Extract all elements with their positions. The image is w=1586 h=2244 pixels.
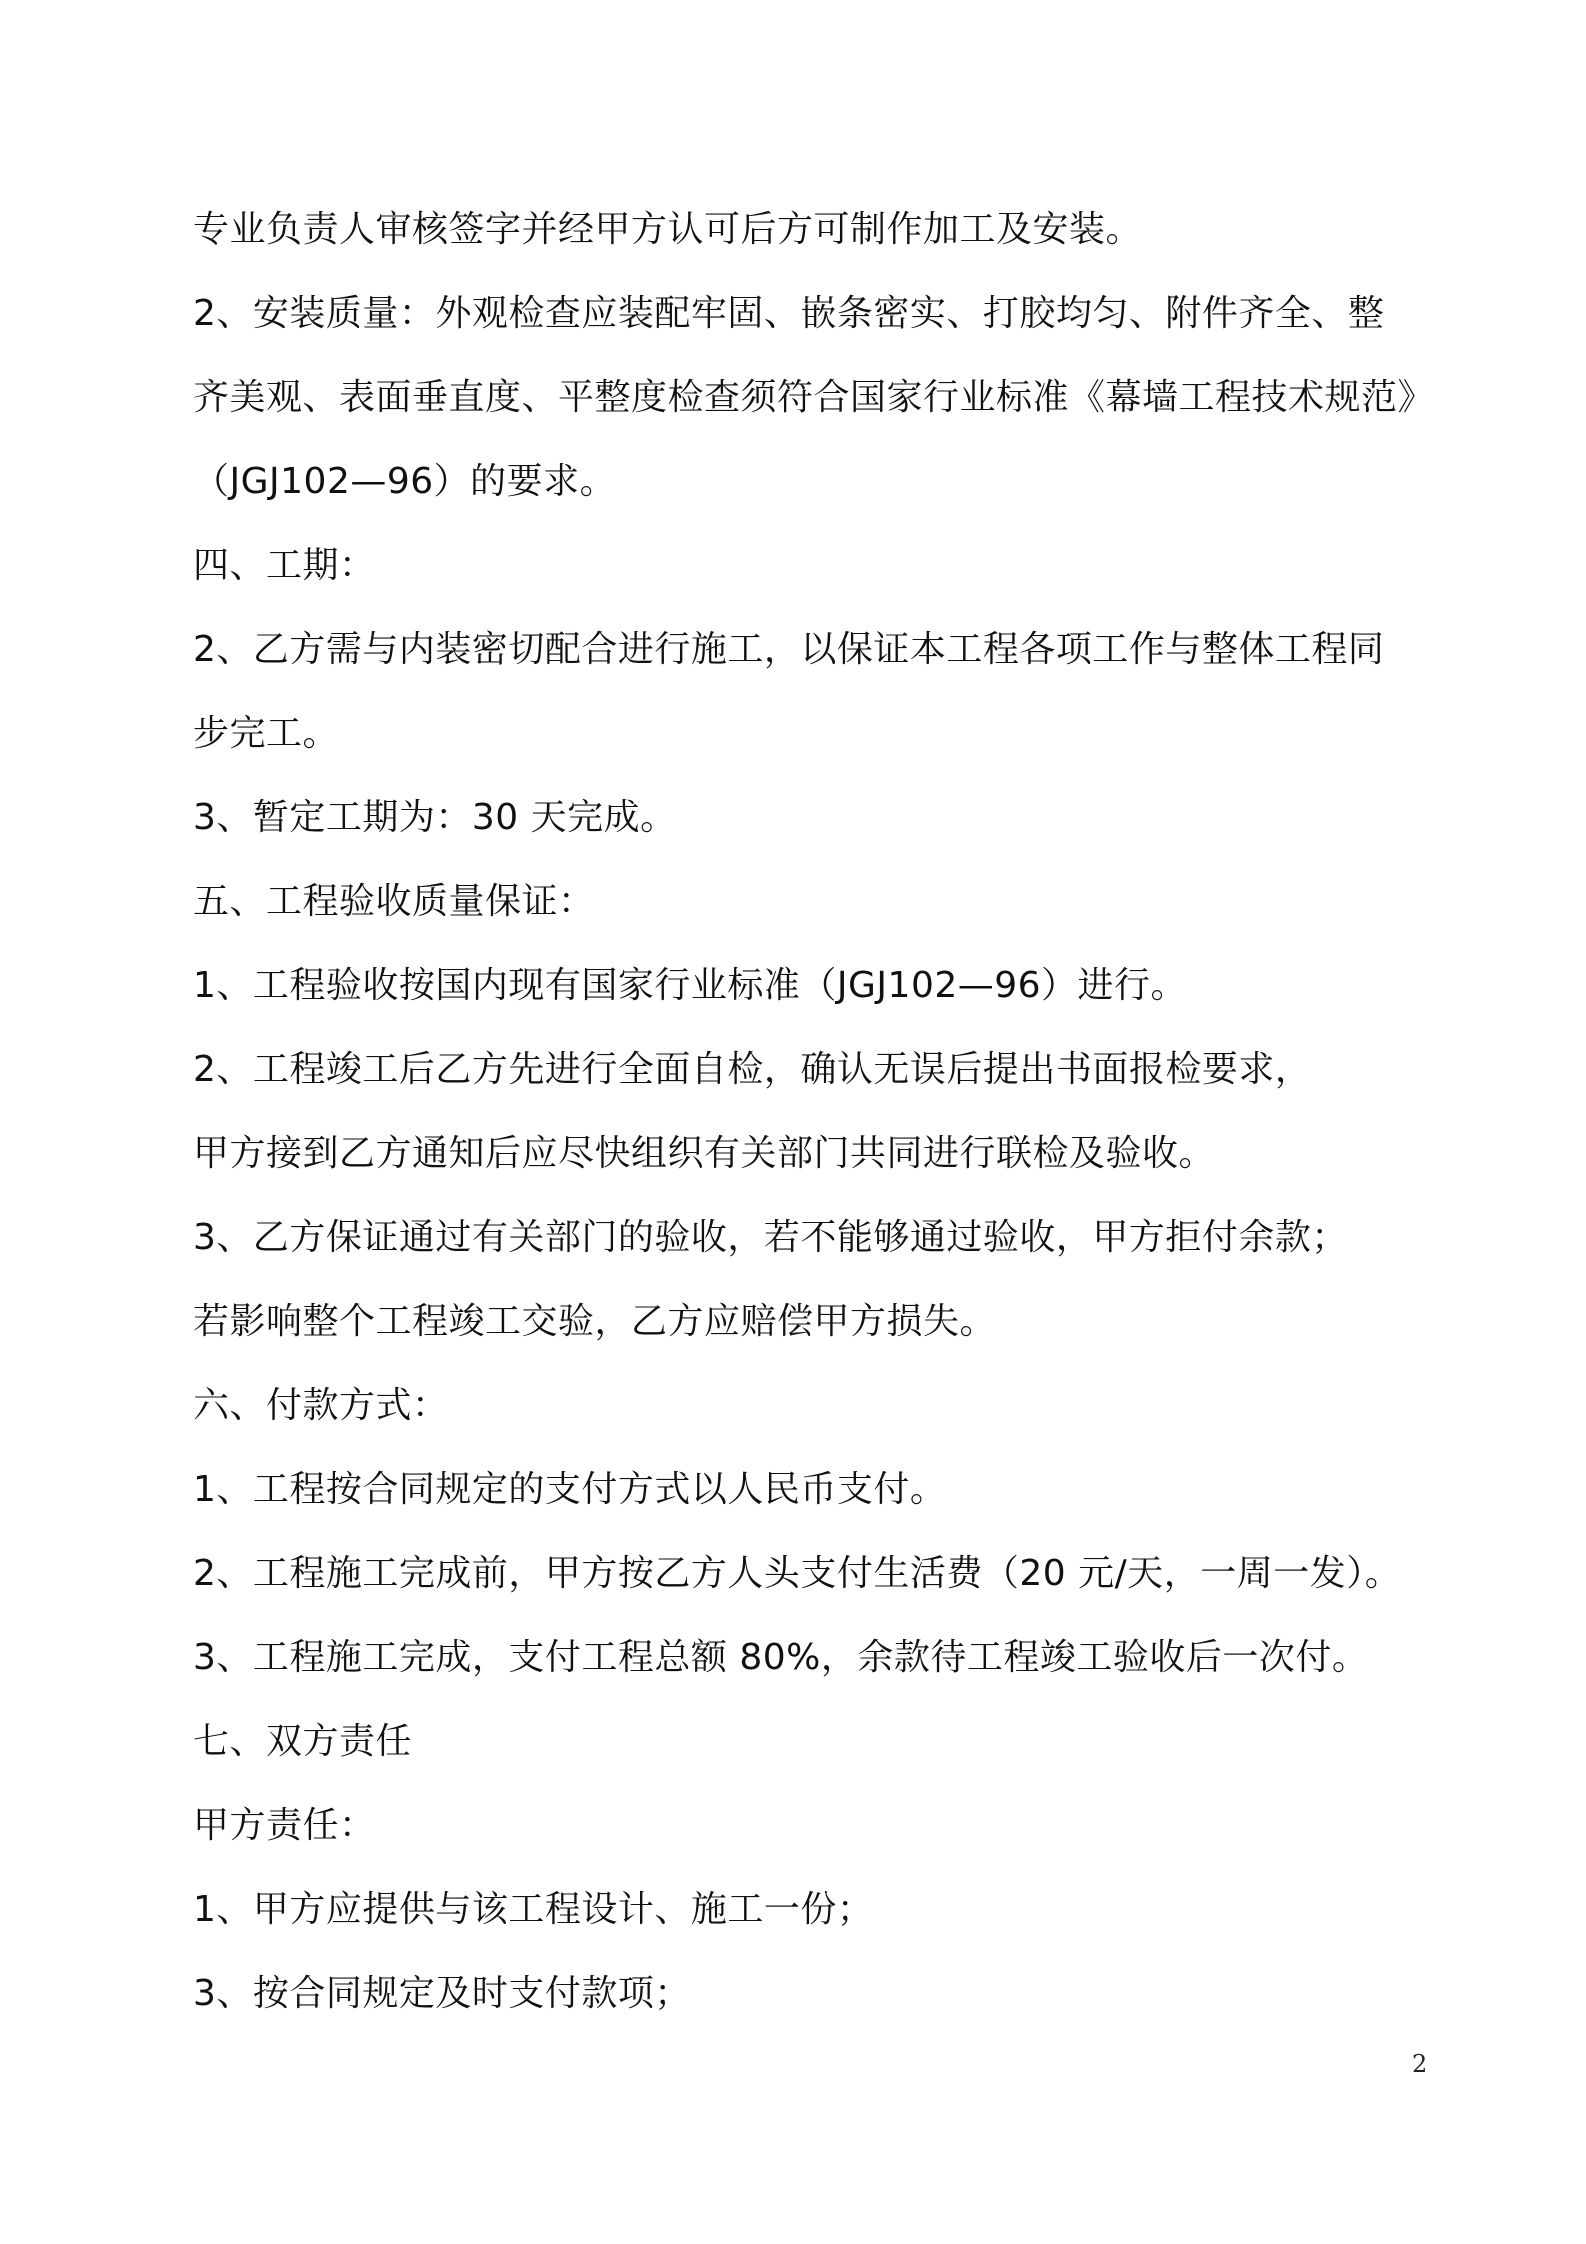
paragraph-line: 2、工程施工完成前，甲方按乙方人头支付生活费（20 元/天，一周一发）。: [193, 1553, 1402, 1594]
document-body: [193, 188, 1443, 2036]
paragraph-line: （JGJ102—96）的要求。: [193, 461, 617, 502]
section-heading: 四、工期：: [193, 545, 376, 586]
paragraph-line: 3、暂定工期为：30 天完成。: [193, 797, 677, 838]
paragraph-line: 3、按合同规定及时支付款项；: [193, 1973, 691, 2014]
paragraph-line: 甲方接到乙方通知后应尽快组织有关部门共同进行联检及验收。: [193, 1133, 1216, 1174]
paragraph-line: 专业负责人审核签字并经甲方认可后方可制作加工及安装。: [193, 209, 1143, 250]
paragraph-line: 若影响整个工程竣工交验，乙方应赔偿甲方损失。: [193, 1301, 997, 1342]
paragraph-line: 1、工程验收按国内现有国家行业标准（JGJ102—96）进行。: [193, 965, 1188, 1006]
section-heading: 六、付款方式：: [193, 1385, 449, 1426]
paragraph-line: 步完工。: [193, 713, 340, 754]
paragraph-line: 齐美观、表面垂直度、平整度检查须符合国家行业标准《幕墙工程技术规范》: [193, 377, 1435, 418]
section-heading: 七、双方责任: [193, 1721, 413, 1762]
paragraph-line: 1、甲方应提供与该工程设计、施工一份；: [193, 1889, 874, 1930]
paragraph-line: 2、乙方需与内装密切配合进行施工，以保证本工程各项工作与整体工程同: [193, 629, 1385, 670]
paragraph-line: 2、工程竣工后乙方先进行全面自检，确认无误后提出书面报检要求，: [193, 1049, 1312, 1090]
paragraph-line: 2、安装质量：外观检查应装配牢固、嵌条密实、打胶均匀、附件齐全、整: [193, 293, 1385, 334]
paragraph-line: 1、工程按合同规定的支付方式以人民币支付。: [193, 1469, 947, 1510]
paragraph-line: 3、乙方保证通过有关部门的验收，若不能够通过验收，甲方拒付余款；: [193, 1217, 1348, 1258]
page-number: 2: [1412, 2050, 1428, 2078]
subheading: 甲方责任：: [193, 1805, 376, 1846]
section-heading: 五、工程验收质量保证：: [193, 881, 595, 922]
paragraph-line: 3、工程施工完成，支付工程总额 80%，余款待工程竣工验收后一次付。: [193, 1637, 1369, 1678]
